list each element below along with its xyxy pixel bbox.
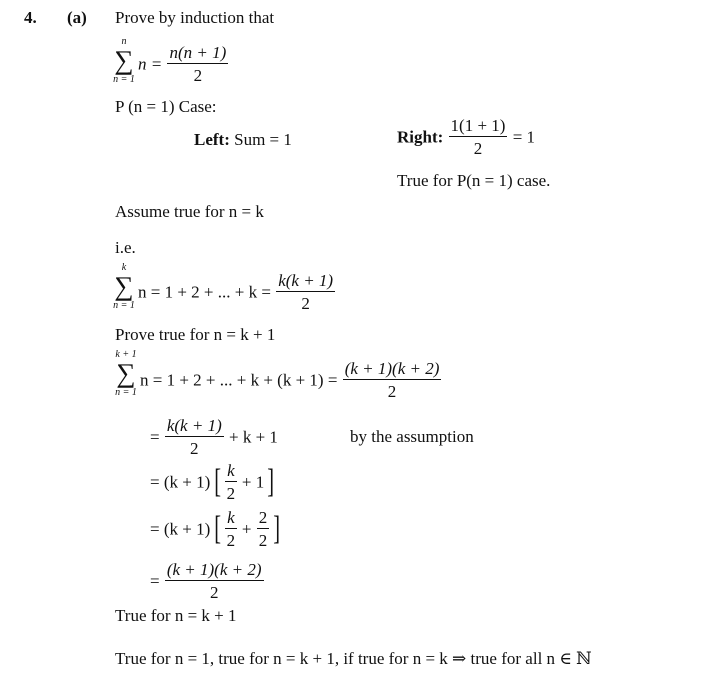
fraction-denominator: 2: [301, 294, 310, 313]
fraction-numerator: k(k + 1): [166, 416, 222, 435]
fraction-numerator: n(n + 1): [169, 43, 227, 62]
statement-equation: [138, 44, 229, 84]
fraction-denominator: 2: [473, 139, 483, 158]
step-3: [150, 509, 280, 549]
step-fraction: [165, 417, 224, 457]
sum-upper-limit: n: [121, 36, 127, 47]
base-case-conclusion: True for P(n = 1) case.: [397, 171, 551, 190]
base-case-heading: P (n = 1) Case:: [115, 97, 217, 116]
plus-sign: +: [241, 519, 252, 539]
assumption-line: Assume true for n = k: [115, 202, 264, 221]
question-part: (a): [67, 8, 87, 27]
step-fraction-1: [225, 509, 237, 549]
fraction-denominator: 2: [387, 382, 397, 401]
sigma-assumption: [113, 262, 135, 311]
sum-upper-limit: k: [121, 262, 127, 273]
ie-label: i.e.: [115, 238, 136, 257]
step-prefix: =: [150, 571, 160, 591]
inductive-step-line: Prove true for n = k + 1: [115, 325, 276, 344]
step-prefix: =: [150, 427, 160, 447]
fraction-denominator: 2: [258, 531, 268, 550]
inductive-conclusion: True for n = k + 1: [115, 606, 237, 625]
sum-lower-limit: n = 1: [113, 300, 135, 311]
step-2: [150, 462, 274, 502]
fraction-denominator: 2: [226, 531, 236, 550]
question-prompt: Prove by induction that: [115, 8, 275, 27]
fraction-numerator: k: [227, 461, 235, 480]
sigma-inductive: [113, 349, 139, 398]
fraction-numerator: 2: [258, 508, 268, 527]
sigma-icon: ∑: [114, 271, 134, 301]
inductive-equation: [140, 360, 442, 400]
step-fraction-2: [257, 509, 270, 549]
left-bracket: [: [213, 463, 221, 500]
statement-lhs: n =: [138, 54, 163, 74]
step-4: [150, 561, 265, 601]
step-1-note: by the assumption: [350, 427, 474, 446]
step-suffix: + k + 1: [228, 427, 278, 447]
statement-fraction: [167, 44, 228, 84]
step-inner-rest: + 1: [241, 472, 265, 492]
right-label: Right:: [397, 127, 444, 147]
left-label: Left:: [194, 130, 230, 149]
right-bracket: ]: [273, 510, 281, 547]
right-bracket: ]: [267, 463, 275, 500]
step-prefix: = (k + 1): [150, 472, 211, 492]
base-case-right: [397, 117, 535, 157]
step-1: [150, 417, 278, 457]
base-case-left: [194, 131, 292, 148]
right-result: = 1: [512, 127, 536, 147]
inductive-expression: n = 1 + 2 + ... + k + (k + 1) =: [140, 370, 338, 390]
step-fraction: [225, 462, 237, 502]
left-bracket: [: [213, 510, 221, 547]
fraction-numerator: k: [227, 508, 235, 527]
sum-lower-limit: n = 1: [115, 387, 137, 398]
sigma-statement: [113, 36, 135, 85]
left-expression: Sum = 1: [234, 130, 292, 149]
right-fraction: [449, 117, 508, 157]
sigma-icon: ∑: [114, 45, 134, 75]
fraction-numerator: (k + 1)(k + 2): [344, 359, 440, 378]
final-conclusion: True for n = 1, true for n = k + 1, if true for n = k ⇒ true for all n ∈ ℕ: [115, 649, 592, 668]
assumption-expression: n = 1 + 2 + ... + k =: [138, 282, 271, 302]
fraction-denominator: 2: [193, 66, 203, 85]
fraction-numerator: k(k + 1): [278, 271, 334, 290]
sum-lower-limit: n = 1: [113, 74, 135, 85]
assumption-equation: [138, 272, 336, 312]
assumption-fraction: [276, 272, 335, 312]
fraction-denominator: 2: [190, 439, 199, 458]
sigma-icon: ∑: [116, 358, 136, 388]
fraction-numerator: 1(1 + 1): [450, 116, 506, 135]
fraction-numerator: (k + 1)(k + 2): [166, 560, 262, 579]
fraction-denominator: 2: [209, 583, 219, 602]
sum-upper-limit: k + 1: [115, 349, 137, 360]
step-prefix: = (k + 1): [150, 519, 211, 539]
fraction-denominator: 2: [226, 484, 236, 503]
inductive-fraction: [343, 360, 442, 400]
question-number: 4.: [24, 8, 37, 27]
step-fraction: [165, 561, 264, 601]
